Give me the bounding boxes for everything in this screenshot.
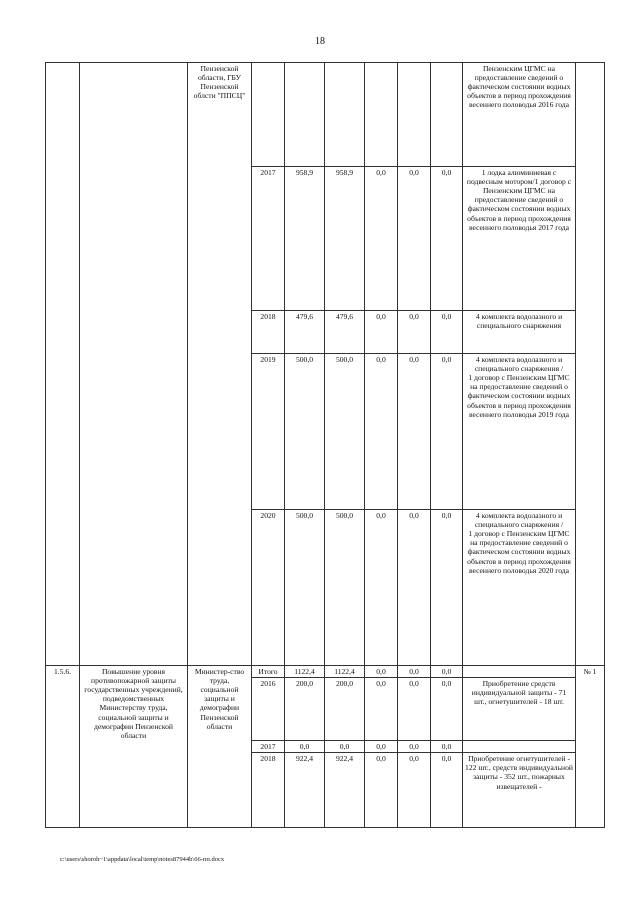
value-cell: 0,0 (285, 741, 325, 753)
description-cell: Приобретение огнетушителей - 122 шт., средств индивидуальной защиты - 352 шт., пожарных извещателей - (463, 753, 576, 828)
value-cell: 0,0 (365, 678, 398, 741)
value-cell: 0,0 (365, 311, 398, 354)
table-row (46, 666, 605, 678)
value-cell: 479,6 (285, 311, 325, 354)
program-table (45, 62, 605, 828)
year-cell: 2020 (252, 510, 285, 666)
year-cell (252, 63, 285, 167)
value-cell: 479,6 (325, 311, 365, 354)
item-number-cell (46, 63, 80, 666)
file-path-footer: c:\users\shoroh~1\appdata\local\temp\notes87944b\66-пп.docx (60, 856, 225, 863)
description-cell: 1 лодка алюминиевая с подвесным мотором/1 договор с Пензенским ЦГМС на предоставление сведений о фактическом состоянии водных объектов в период прохождения весеннего половодья 2017 года (463, 167, 576, 311)
value-cell: 500,0 (285, 354, 325, 510)
item-name-cell: Повышение уровня противопожарной защиты государственных учреждений, подведомственных Министерству труда, социальной защиты и демографии Пензенской области (80, 666, 188, 828)
value-cell: 0,0 (398, 167, 431, 311)
value-cell: 958,9 (285, 167, 325, 311)
value-cell: 0,0 (398, 666, 431, 678)
item-number-cell: 1.5.6. (46, 666, 80, 828)
value-cell: 0,0 (431, 167, 463, 311)
year-cell: 2017 (252, 741, 285, 753)
value-cell: 0,0 (431, 678, 463, 741)
value-cell: 500,0 (325, 510, 365, 666)
value-cell: 0,0 (365, 167, 398, 311)
value-cell: 0,0 (398, 510, 431, 666)
value-cell: 1122,4 (285, 666, 325, 678)
value-cell: 922,4 (285, 753, 325, 828)
value-cell: 0,0 (398, 311, 431, 354)
description-cell: Пензенским ЦГМС на предоставление сведений о фактическом состоянии водных объектов в период прохождения весеннего половодья 2016 года (463, 63, 576, 167)
value-cell: 0,0 (365, 510, 398, 666)
value-cell: 0,0 (431, 666, 463, 678)
description-cell: Приобретение средств индивидуальной защиты - 71 шт., огнетушителей - 18 шт. (463, 678, 576, 741)
value-cell: 1122,4 (325, 666, 365, 678)
description-cell (463, 666, 576, 678)
executor-cell: Пензенской области, ГБУ Пензенской облсти "ППСЦ" (188, 63, 252, 666)
year-cell: 2018 (252, 311, 285, 354)
year-cell: 2018 (252, 753, 285, 828)
value-cell: 0,0 (398, 678, 431, 741)
executor-cell: Министер-ство труда, социальной защиты и демографии Пензенской области (188, 666, 252, 828)
table-row (46, 63, 605, 167)
value-cell: 0,0 (431, 753, 463, 828)
value-cell: 0,0 (431, 311, 463, 354)
value-cell: 200,0 (285, 678, 325, 741)
value-cell: 0,0 (431, 510, 463, 666)
year-cell: 2017 (252, 167, 285, 311)
value-cell: 0,0 (365, 354, 398, 510)
value-cell: 200,0 (325, 678, 365, 741)
value-cell: 0,0 (431, 354, 463, 510)
value-cell: 0,0 (431, 741, 463, 753)
year-cell: 2019 (252, 354, 285, 510)
value-cell: 0,0 (325, 741, 365, 753)
value-cell: 500,0 (325, 354, 365, 510)
description-cell: 4 комплекта водолазного и специального снаряжения (463, 311, 576, 354)
value-cell: 0,0 (398, 741, 431, 753)
item-name-cell (80, 63, 188, 666)
page-number: 18 (315, 36, 325, 47)
value-cell: 500,0 (285, 510, 325, 666)
value-cell: 0,0 (365, 666, 398, 678)
year-cell: 2016 (252, 678, 285, 741)
value-cell: 0,0 (365, 741, 398, 753)
indicator-cell: № 1 (576, 666, 605, 828)
description-cell: 4 комплекта водолазного и специального снаряжения / 1 договор с Пензенским ЦГМС на предоставление сведений о фактическом состоянии водных объектов в период прохождения весеннего половодья 2020 года (463, 510, 576, 666)
value-cell: 0,0 (398, 354, 431, 510)
description-cell (463, 741, 576, 753)
description-cell: 4 комплекта водолазного и специального снаряжения / 1 договор с Пензенским ЦГМС на предоставление сведений о фактическом состоянии водных объектов в период прохождения весеннего половодья 2019 года (463, 354, 576, 510)
value-cell: 0,0 (398, 753, 431, 828)
value-cell: 922,4 (325, 753, 365, 828)
indicator-cell (576, 63, 605, 666)
value-cell: 0,0 (365, 753, 398, 828)
value-cell: 958,9 (325, 167, 365, 311)
total-label-cell: Итого (252, 666, 285, 678)
